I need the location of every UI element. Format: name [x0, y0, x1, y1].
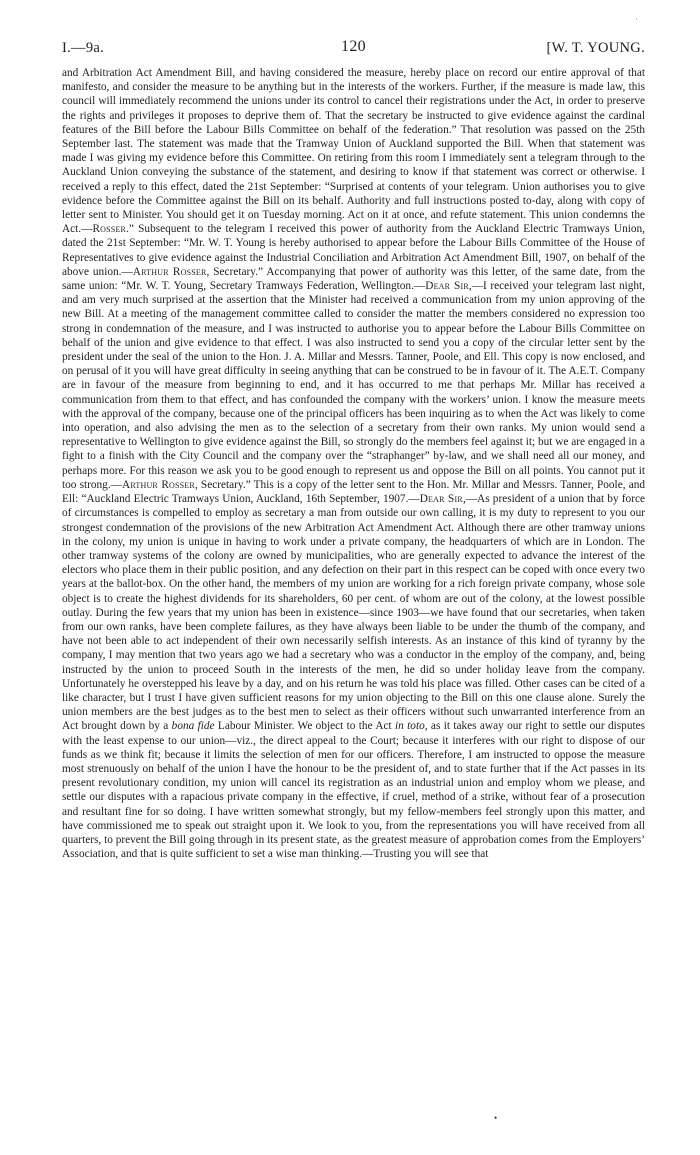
salutation-dear-sir: Dear Sir	[419, 493, 463, 506]
italic-phrase: in toto	[395, 720, 425, 733]
italic-phrase: bona fide	[171, 720, 215, 733]
page-number: 120	[341, 38, 366, 55]
signature-rosser: Rosser	[92, 223, 127, 236]
text-segment: Labour Minister. We object to the Act	[214, 720, 396, 733]
page-speck: ·	[635, 14, 638, 24]
page-header	[62, 40, 645, 60]
text-segment: , Secretary.” Accompanying that power of authority was this letter, of the same date, from the same union: “Mr. W. T. Young, Secretary Tramways Federation, Wellington.—	[62, 265, 645, 293]
text-segment: ,—As president of a union that by force of circumstances is compelled to employ as secretary a man from outside our own calling, it is my duty to represent to you our strongest condemnation of the provisions of the new Arbitration Act Amendment Act. Although there are other tramway unions in the colony, my union is unique in having to work under a private company, the headquarters of which are in London. The other tramway systems of the colony are owned by municipalities, who are generally expected to advance the interest of the electors who place them in their public position, and any defection on their part in this respect can be coped with once every two years at the ballot-box. On the other hand, the members of my union are working for a rich foreign private company, whose sole object is to create the highest dividends for its shareholders, 60 per cent. of whom are out of the colony, at the lowest possible outlay. During the few years that my union has been in existence—since 1903—we have found that our secretaries, when taken from our own ranks, have been complete failures, as they have always been liable to be under the thumb of the company, and have not been able to act independent of their own necessarily selfish interests. As an instance of this kind of tyranny by the company, I may mention that two years ago we had a secretary who was a conductor in the employ of the company, and, being instructed by the union to proceed South in the interests of the men, he did so under holiday leave from the company. Unfortunately he overstepped his leave by a day, and on his return he was told his place was filled. Other cases can be cited of a like character, but I trust I have given sufficient reasons for my union objecting to the Bill on this one clause alone. Surely the union members are the best judges as to the best men to select as their officers without such unwarranted interference from an Act brought down by a	[62, 493, 645, 733]
text-segment: and Arbitration Act Amendment Bill, and having considered the measure, hereby place on record our entire approval of that manifesto, and consider the measure to be anything but in the interests of the workers. Further, if the measure is made law, this council will immediately recommend the unions under its control to cancel their registrations under the Act, in order to preserve the rights and privileges it proposes to deprive them of. That the secretary be instructed to give evidence against the cardinal features of the Bill before the Labour Bills Committee on behalf of the federation.” That resolution was passed on the 25th September last. The statement was made that the Tramway Union of Auckland supported the Bill. When that statement was made I was giving my evidence before this Committee. On retiring from this room I immediately sent a telegram through to the Auckland Union conveying the substance of the statement, and desiring to know if that statement was correct or otherwise. I received a reply to this effect, dated the 21st September: “Surprised at contents of your telegram. Union authorises you to give evidence before the Committee against the Bill on its behalf. Authority and full instructions posted to-day, along with copy of letter sent to Minister. You should get it on Tuesday morning. Act on it at once, and refute statement. This union condemns the Act.—	[62, 67, 645, 236]
signature-arthur-rosser: Arthur Rosser	[132, 265, 207, 278]
salutation-dear-sir: Dear Sir	[425, 280, 469, 293]
text-segment: .” Subsequent to the telegram I received this power of authority from the Auckland Electric Tramways Union, dated the 21st September: “Mr. W. T. Young is hereby authorised to appear before the Labour Bills Committee of the House of Representatives to give evidence against the Industrial Conciliation and Arbitration Act Amendment Bill, 1907, on behalf of the above union.—	[62, 223, 645, 278]
body-paragraph	[62, 66, 645, 861]
document-body	[62, 66, 645, 861]
page-speck: •	[494, 1113, 498, 1123]
parliamentary-paper-reference: I.—9a.	[62, 40, 105, 56]
text-segment: ,—I received your telegram last night, and am very much surprised at the assertion that the Minister had received a communication from my union approving of the new Bill. At a meeting of the management committee called to consider the matter the members considered no expression too strong in condemnation of the measure, and I was instructed to authorise you to appear before the Labour Bills Committee on behalf of the union and give evidence to that effect. I was also instructed to send you a copy of the circular letter sent by the president under the seal of the union to the Hon. J. A. Millar and Messrs. Tanner, Poole, and Ell. This copy is now enclosed, and on perusal of it you will have great difficulty in seeing anything that can be construed to be in favour of it. The A.E.T. Company are in favour of the measure from beginning to end, and it has occurred to me that perhaps Mr. Millar has received a communication from them to that effect, and has confounded the company with the workers’ union. I know the measure meets with the approval of the company, because one of the principal officers has been inquiring as to when the Act was likely to come into operation, and also advising the men as to the selection of a secretary from their own ranks. My union would send a representative to Wellington to give evidence against the Bill, so strongly do the members feel against it; but we are engaged in a fight to a finish with the City Council and the company over the “straphanger” by-law, and we shall need all our money, and perhaps more. For this reason we ask you to be good enough to represent us and oppose the Bill on all points. You cannot put it too strong.—	[62, 280, 645, 491]
signature-arthur-rosser: Arthur Rosser	[121, 478, 195, 491]
text-segment: , as it takes away our right to settle our disputes with the least expense to our union—viz., the direct appeal to the Court; because it interferes with our right to dispose of our funds as we think fit; because it limits the selection of men for our officers. Therefore, I am instructed to oppose the measure most strenuously on behalf of the union I have the honour to be the president of, and to state further that if the Act passes in its present revolutionary condition, my union will cancel its registration as an industrial union and employ whom we please, and settle our disputes with a rapacious private company in the effective, if cruel, method of a strike, without fear of a prosecution and resultant fine for so doing. I have written somewhat strongly, but my fellow-members feel strongly upon this matter, and have commissioned me to speak out straight upon it. We look to you, from the representations you will have received from all quarters, to prevent the Bill going through in its present state, as the greatest measure of approbation comes from the Employers’ Association, and that is quite sufficient to set a wise man thinking.—Trusting you will see that	[62, 720, 646, 861]
witness-name: [W. T. YOUNG.	[546, 40, 645, 56]
text-segment: , Secretary.” This is a copy of the letter sent to the Hon. Mr. Millar and Messrs. Tanner, Poole, and Ell: “Auckland Electric Tramways Union, Auckland, 16th September, 1907.—	[62, 478, 646, 506]
